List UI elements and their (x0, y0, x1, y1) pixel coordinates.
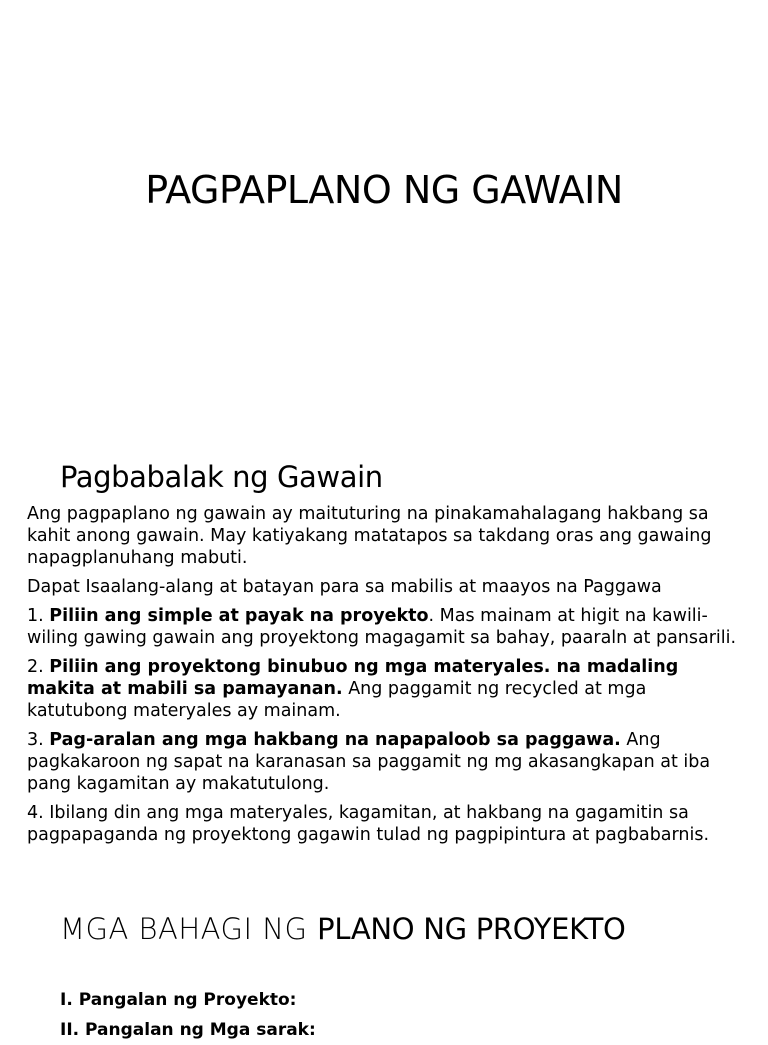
item-text: Ibilang din ang mga materyales, kagamitan, at hakbang na gagamitin sa pagpapaganda ng proyektong gagawin tulad ng pagpipintura at pagbabarnis. (27, 803, 710, 845)
list-item-2 (27, 656, 747, 722)
section-heading: Pagbabalak ng Gawain (60, 460, 383, 494)
lead-paragraph: Dapat Isaalang-alang at batayan para sa mabilis at maayos na Paggawa (27, 577, 662, 597)
list-item-3 (27, 729, 747, 795)
list-item: I. Pangalan ng Proyekto: (60, 990, 297, 1010)
item-bold: Pag-aralan ang mga hakbang na napapaloob sa paggawa. (49, 730, 621, 750)
item-bold: Piliin ang proyektong binubuo ng mga materyales. na madaling makita at mabili sa pamayanan. (27, 657, 679, 699)
item-number: 1. (27, 606, 50, 626)
heading-part-1: MGA BAHAGI NG (60, 912, 318, 946)
item-number: 2. (27, 657, 50, 677)
item-number: 3. (27, 730, 50, 750)
slide-title-page (0, 0, 768, 430)
heading-part-2: PLANO NG PROYEKTO (317, 912, 626, 946)
plan-parts-list (60, 985, 316, 1045)
item-text: Ang pagkakaroon ng sapat na karanasan sa paggamit ng mg akasangkapan at iba pang kagamitan ay makatutulong. (27, 730, 711, 794)
item-number: 4. (27, 803, 50, 823)
list-item-1 (27, 605, 747, 649)
item-text: . Mas mainam at higit na kawili-wiling gawing gawain ang proyektong magagamit sa bahay, paaraln at pansarili. (27, 606, 737, 648)
section-heading (60, 912, 626, 946)
list-item-4 (27, 802, 747, 846)
slide-pagbabalak (0, 430, 768, 870)
slide-title: PAGPAPLANO NG GAWAIN (145, 168, 623, 212)
item-bold: Piliin ang simple at payak na proyekto (49, 606, 429, 626)
slide-body (27, 503, 747, 853)
intro-paragraph: Ang pagpaplano ng gawain ay maituturing na pinakamahalagang hakbang sa kahit anong gawain. May katiyakang matatapos sa takdang oras ang gawaing napagplanuhang mabuti. (27, 504, 712, 568)
list-item: II. Pangalan ng Mga sarak: (60, 1020, 316, 1040)
slide-mga-bahagi (0, 870, 768, 1040)
item-text: Ang paggamit ng recycled at mga katutubong materyales ay mainam. (27, 679, 647, 721)
